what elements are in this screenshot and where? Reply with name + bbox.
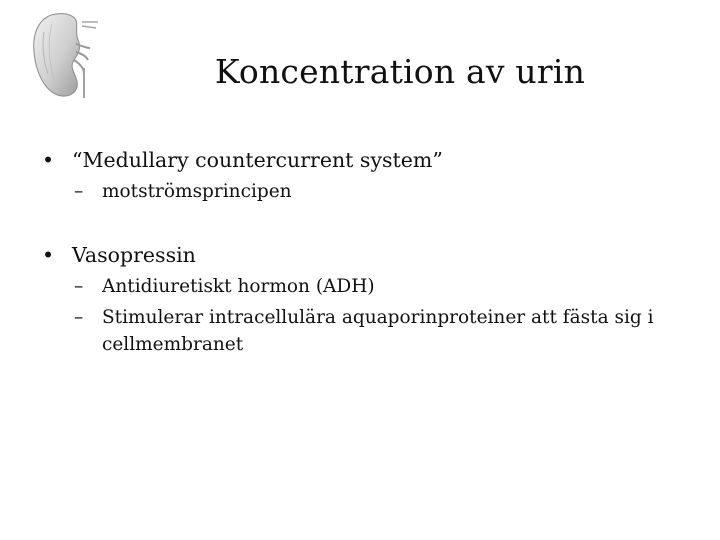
bullet-text: “Medullary countercurrent system” — [72, 148, 443, 172]
sub-bullet-item — [40, 273, 690, 300]
bullet-marker: • — [42, 243, 55, 267]
sub-bullet-item — [40, 304, 690, 358]
sub-bullet-text: Stimulerar intracellulära aquaporinproteiner att fästa sig i cellmembranet — [102, 307, 654, 355]
sub-bullet-marker: – — [74, 307, 84, 328]
bullet-item — [40, 241, 690, 269]
bullet-list — [40, 146, 690, 358]
sub-bullet-marker: – — [74, 276, 84, 297]
kidney-icon — [26, 8, 104, 100]
sub-bullet-marker: – — [74, 181, 84, 202]
bullet-item — [40, 146, 690, 174]
bullet-marker: • — [42, 148, 55, 172]
slide-title: Koncentration av urin — [214, 52, 586, 91]
bullet-text: Vasopressin — [72, 243, 196, 267]
sub-bullet-item — [40, 178, 690, 205]
sub-bullet-text: Antidiuretiskt hormon (ADH) — [102, 276, 375, 297]
sub-bullet-text: motströmsprincipen — [102, 181, 292, 202]
